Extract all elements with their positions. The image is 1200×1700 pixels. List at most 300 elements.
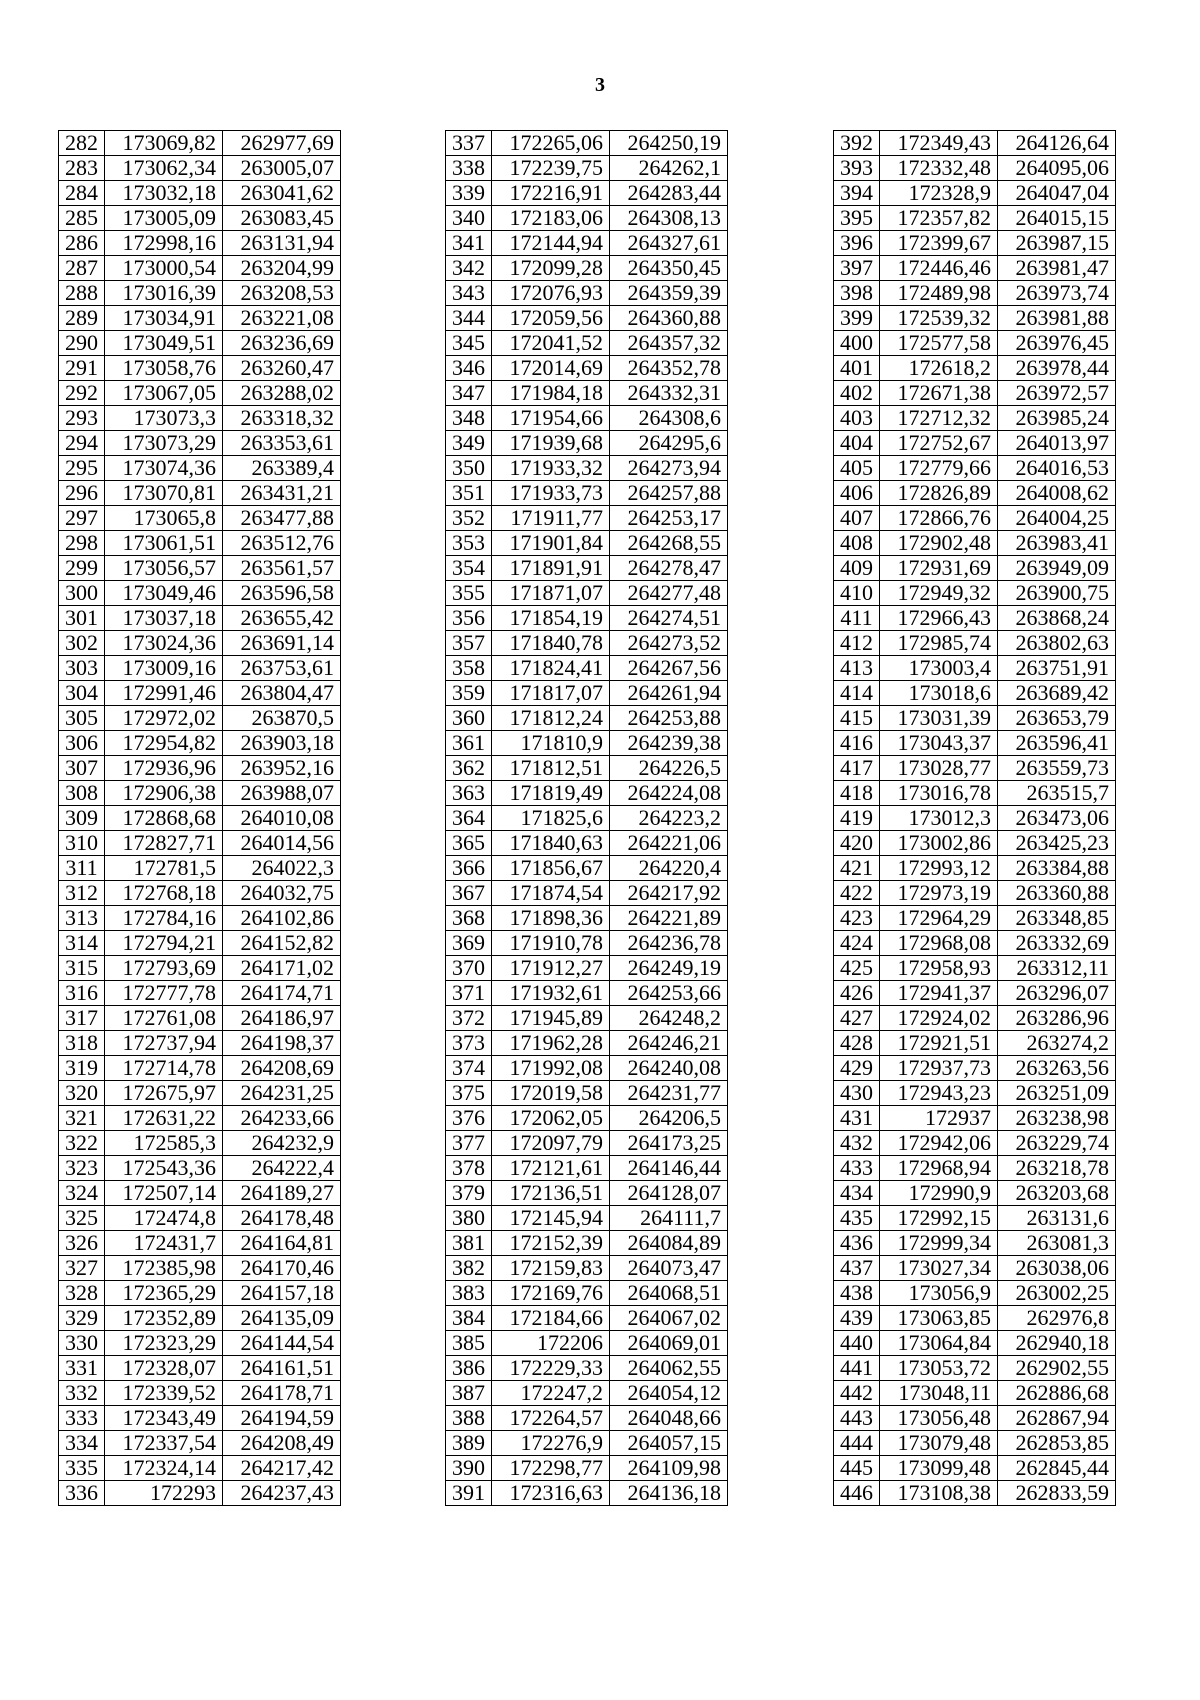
x-coordinate-cell: 172781,5 [105, 856, 223, 881]
y-coordinate-cell: 264249,19 [610, 956, 728, 981]
point-number-cell: 332 [59, 1381, 105, 1406]
y-coordinate-cell: 264109,98 [610, 1456, 728, 1481]
table-row [834, 756, 1116, 781]
y-coordinate-cell: 263203,68 [998, 1181, 1116, 1206]
table-row [834, 481, 1116, 506]
table-row [446, 981, 728, 1006]
point-number-cell: 380 [446, 1206, 492, 1231]
y-coordinate-cell: 263689,42 [998, 681, 1116, 706]
point-number-cell: 304 [59, 681, 105, 706]
x-coordinate-cell: 173024,36 [105, 631, 223, 656]
point-number-cell: 309 [59, 806, 105, 831]
y-coordinate-cell: 264359,39 [610, 281, 728, 306]
y-coordinate-cell: 263204,99 [223, 256, 341, 281]
table-row [446, 256, 728, 281]
y-coordinate-cell: 263353,61 [223, 431, 341, 456]
table-row [834, 806, 1116, 831]
x-coordinate-cell: 171945,89 [492, 1006, 610, 1031]
table-row [834, 681, 1116, 706]
x-coordinate-cell: 172737,94 [105, 1031, 223, 1056]
y-coordinate-cell: 264170,46 [223, 1256, 341, 1281]
y-coordinate-cell: 263804,47 [223, 681, 341, 706]
point-number-cell: 339 [446, 181, 492, 206]
y-coordinate-cell: 264240,08 [610, 1056, 728, 1081]
point-number-cell: 415 [834, 706, 880, 731]
point-number-cell: 391 [446, 1481, 492, 1506]
y-coordinate-cell: 263236,69 [223, 331, 341, 356]
point-number-cell: 335 [59, 1456, 105, 1481]
y-coordinate-cell: 264237,43 [223, 1481, 341, 1506]
point-number-cell: 300 [59, 581, 105, 606]
y-coordinate-cell: 263263,56 [998, 1056, 1116, 1081]
point-number-cell: 377 [446, 1131, 492, 1156]
table-row [446, 556, 728, 581]
table-row [59, 1481, 341, 1506]
table-row [59, 581, 341, 606]
x-coordinate-cell: 173073,29 [105, 431, 223, 456]
table-row [834, 956, 1116, 981]
point-number-cell: 369 [446, 931, 492, 956]
point-number-cell: 360 [446, 706, 492, 731]
table-row [59, 231, 341, 256]
table-row [834, 281, 1116, 306]
y-coordinate-cell: 263274,2 [998, 1031, 1116, 1056]
table-row [834, 1181, 1116, 1206]
point-number-cell: 416 [834, 731, 880, 756]
y-coordinate-cell: 264253,88 [610, 706, 728, 731]
table-row [59, 481, 341, 506]
point-number-cell: 392 [834, 131, 880, 156]
y-coordinate-cell: 264015,15 [998, 206, 1116, 231]
x-coordinate-cell: 172631,22 [105, 1106, 223, 1131]
point-number-cell: 341 [446, 231, 492, 256]
point-number-cell: 353 [446, 531, 492, 556]
y-coordinate-cell: 262845,44 [998, 1456, 1116, 1481]
point-number-cell: 446 [834, 1481, 880, 1506]
table-row [446, 431, 728, 456]
table-row [834, 1256, 1116, 1281]
x-coordinate-cell: 172019,58 [492, 1081, 610, 1106]
x-coordinate-cell: 173063,85 [880, 1306, 998, 1331]
table-row [834, 1231, 1116, 1256]
y-coordinate-cell: 264232,9 [223, 1131, 341, 1156]
table-row [59, 1406, 341, 1431]
y-coordinate-cell: 264253,17 [610, 506, 728, 531]
table-row [59, 1456, 341, 1481]
x-coordinate-cell: 172993,12 [880, 856, 998, 881]
point-number-cell: 419 [834, 806, 880, 831]
point-number-cell: 390 [446, 1456, 492, 1481]
y-coordinate-cell: 263949,09 [998, 556, 1116, 581]
x-coordinate-cell: 172902,48 [880, 531, 998, 556]
x-coordinate-cell: 172183,06 [492, 206, 610, 231]
y-coordinate-cell: 264360,88 [610, 306, 728, 331]
point-number-cell: 444 [834, 1431, 880, 1456]
point-number-cell: 436 [834, 1231, 880, 1256]
y-coordinate-cell: 264173,25 [610, 1131, 728, 1156]
point-number-cell: 366 [446, 856, 492, 881]
x-coordinate-cell: 172866,76 [880, 506, 998, 531]
y-coordinate-cell: 264236,78 [610, 931, 728, 956]
point-number-cell: 301 [59, 606, 105, 631]
x-coordinate-cell: 173034,91 [105, 306, 223, 331]
y-coordinate-cell: 264220,4 [610, 856, 728, 881]
table-row [446, 706, 728, 731]
x-coordinate-cell: 172446,46 [880, 256, 998, 281]
point-number-cell: 352 [446, 506, 492, 531]
y-coordinate-cell: 263286,96 [998, 1006, 1116, 1031]
y-coordinate-cell: 263229,74 [998, 1131, 1116, 1156]
y-coordinate-cell: 264308,13 [610, 206, 728, 231]
table-row [446, 331, 728, 356]
x-coordinate-cell: 172954,82 [105, 731, 223, 756]
y-coordinate-cell: 264186,97 [223, 1006, 341, 1031]
table-row [834, 1406, 1116, 1431]
y-coordinate-cell: 264267,56 [610, 656, 728, 681]
table-row [834, 1081, 1116, 1106]
y-coordinate-cell: 264178,48 [223, 1206, 341, 1231]
x-coordinate-cell: 172671,38 [880, 381, 998, 406]
x-coordinate-cell: 172761,08 [105, 1006, 223, 1031]
x-coordinate-cell: 172264,57 [492, 1406, 610, 1431]
table-row [446, 1106, 728, 1131]
table-row [446, 531, 728, 556]
x-coordinate-cell: 173056,57 [105, 556, 223, 581]
x-coordinate-cell: 172966,43 [880, 606, 998, 631]
table-row [446, 1006, 728, 1031]
table-row [834, 906, 1116, 931]
table-row [59, 1056, 341, 1081]
y-coordinate-cell: 263870,5 [223, 706, 341, 731]
point-number-cell: 406 [834, 481, 880, 506]
point-number-cell: 311 [59, 856, 105, 881]
point-number-cell: 388 [446, 1406, 492, 1431]
y-coordinate-cell: 264032,75 [223, 881, 341, 906]
point-number-cell: 397 [834, 256, 880, 281]
point-number-cell: 429 [834, 1056, 880, 1081]
point-number-cell: 373 [446, 1031, 492, 1056]
y-coordinate-cell: 263753,61 [223, 656, 341, 681]
point-number-cell: 363 [446, 781, 492, 806]
x-coordinate-cell: 172265,06 [492, 131, 610, 156]
x-coordinate-cell: 172298,77 [492, 1456, 610, 1481]
y-coordinate-cell: 264250,19 [610, 131, 728, 156]
y-coordinate-cell: 263041,62 [223, 181, 341, 206]
coordinate-table-2 [445, 130, 728, 1506]
point-number-cell: 424 [834, 931, 880, 956]
x-coordinate-cell: 172507,14 [105, 1181, 223, 1206]
x-coordinate-cell: 173056,9 [880, 1281, 998, 1306]
y-coordinate-cell: 264008,62 [998, 481, 1116, 506]
point-number-cell: 334 [59, 1431, 105, 1456]
point-number-cell: 357 [446, 631, 492, 656]
y-coordinate-cell: 263389,4 [223, 456, 341, 481]
x-coordinate-cell: 173028,77 [880, 756, 998, 781]
table-row [446, 781, 728, 806]
point-number-cell: 296 [59, 481, 105, 506]
x-coordinate-cell: 172714,78 [105, 1056, 223, 1081]
table-row [446, 681, 728, 706]
point-number-cell: 423 [834, 906, 880, 931]
table-row [59, 506, 341, 531]
table-row [446, 1156, 728, 1181]
table-row [446, 1381, 728, 1406]
table-row [59, 356, 341, 381]
point-number-cell: 294 [59, 431, 105, 456]
table-row [834, 206, 1116, 231]
x-coordinate-cell: 171825,6 [492, 806, 610, 831]
point-number-cell: 385 [446, 1331, 492, 1356]
point-number-cell: 399 [834, 306, 880, 331]
point-number-cell: 378 [446, 1156, 492, 1181]
y-coordinate-cell: 263360,88 [998, 881, 1116, 906]
x-coordinate-cell: 171871,07 [492, 581, 610, 606]
table-row [834, 1006, 1116, 1031]
table-row [834, 1306, 1116, 1331]
table-row [446, 1306, 728, 1331]
y-coordinate-cell: 262853,85 [998, 1431, 1116, 1456]
point-number-cell: 409 [834, 556, 880, 581]
table-row [59, 1106, 341, 1131]
x-coordinate-cell: 172239,75 [492, 156, 610, 181]
point-number-cell: 426 [834, 981, 880, 1006]
x-coordinate-cell: 173037,18 [105, 606, 223, 631]
x-coordinate-cell: 173016,78 [880, 781, 998, 806]
table-row [59, 131, 341, 156]
point-number-cell: 427 [834, 1006, 880, 1031]
table-row [446, 1281, 728, 1306]
y-coordinate-cell: 263515,7 [998, 781, 1116, 806]
table-row [59, 806, 341, 831]
point-number-cell: 379 [446, 1181, 492, 1206]
point-number-cell: 368 [446, 906, 492, 931]
table-row [834, 156, 1116, 181]
y-coordinate-cell: 264226,5 [610, 756, 728, 781]
table-row [59, 456, 341, 481]
table-row [834, 506, 1116, 531]
table-row [834, 981, 1116, 1006]
point-number-cell: 321 [59, 1106, 105, 1131]
point-number-cell: 403 [834, 406, 880, 431]
y-coordinate-cell: 264135,09 [223, 1306, 341, 1331]
x-coordinate-cell: 172144,94 [492, 231, 610, 256]
point-number-cell: 324 [59, 1181, 105, 1206]
y-coordinate-cell: 263512,76 [223, 531, 341, 556]
y-coordinate-cell: 264004,25 [998, 506, 1116, 531]
point-number-cell: 365 [446, 831, 492, 856]
x-coordinate-cell: 173027,34 [880, 1256, 998, 1281]
x-coordinate-cell: 172794,21 [105, 931, 223, 956]
y-coordinate-cell: 264253,66 [610, 981, 728, 1006]
table-row [59, 431, 341, 456]
point-number-cell: 354 [446, 556, 492, 581]
table-row [834, 1106, 1116, 1131]
table-row [59, 256, 341, 281]
point-number-cell: 421 [834, 856, 880, 881]
x-coordinate-cell: 172293 [105, 1481, 223, 1506]
table-row [59, 181, 341, 206]
y-coordinate-cell: 262902,55 [998, 1356, 1116, 1381]
x-coordinate-cell: 173079,48 [880, 1431, 998, 1456]
x-coordinate-cell: 172868,68 [105, 806, 223, 831]
point-number-cell: 292 [59, 381, 105, 406]
table-row [59, 1131, 341, 1156]
table-row [446, 1056, 728, 1081]
x-coordinate-cell: 173064,84 [880, 1331, 998, 1356]
table-row [446, 406, 728, 431]
x-coordinate-cell: 172349,43 [880, 131, 998, 156]
y-coordinate-cell: 263208,53 [223, 281, 341, 306]
x-coordinate-cell: 171810,9 [492, 731, 610, 756]
table-row [59, 1081, 341, 1106]
x-coordinate-cell: 171856,67 [492, 856, 610, 881]
point-number-cell: 347 [446, 381, 492, 406]
y-coordinate-cell: 264198,37 [223, 1031, 341, 1056]
table-row [446, 656, 728, 681]
y-coordinate-cell: 263131,6 [998, 1206, 1116, 1231]
y-coordinate-cell: 263221,08 [223, 306, 341, 331]
y-coordinate-cell: 263251,09 [998, 1081, 1116, 1106]
y-coordinate-cell: 263952,16 [223, 756, 341, 781]
y-coordinate-cell: 264217,42 [223, 1456, 341, 1481]
y-coordinate-cell: 264221,89 [610, 906, 728, 931]
point-number-cell: 371 [446, 981, 492, 1006]
table-row [446, 1331, 728, 1356]
table-row [59, 381, 341, 406]
y-coordinate-cell: 264084,89 [610, 1231, 728, 1256]
x-coordinate-cell: 172964,29 [880, 906, 998, 931]
x-coordinate-cell: 172618,2 [880, 356, 998, 381]
y-coordinate-cell: 263985,24 [998, 406, 1116, 431]
y-coordinate-cell: 264206,5 [610, 1106, 728, 1131]
point-number-cell: 283 [59, 156, 105, 181]
y-coordinate-cell: 264111,7 [610, 1206, 728, 1231]
point-number-cell: 402 [834, 381, 880, 406]
point-number-cell: 395 [834, 206, 880, 231]
point-number-cell: 364 [446, 806, 492, 831]
x-coordinate-cell: 172992,15 [880, 1206, 998, 1231]
x-coordinate-cell: 171962,28 [492, 1031, 610, 1056]
table-row [59, 656, 341, 681]
x-coordinate-cell: 172906,38 [105, 781, 223, 806]
point-number-cell: 298 [59, 531, 105, 556]
table-row [59, 1431, 341, 1456]
table-row [59, 1031, 341, 1056]
table-row [446, 606, 728, 631]
y-coordinate-cell: 263981,47 [998, 256, 1116, 281]
y-coordinate-cell: 264217,92 [610, 881, 728, 906]
table-row [446, 131, 728, 156]
y-coordinate-cell: 263312,11 [998, 956, 1116, 981]
x-coordinate-cell: 171954,66 [492, 406, 610, 431]
x-coordinate-cell: 172793,69 [105, 956, 223, 981]
table-row [834, 1056, 1116, 1081]
x-coordinate-cell: 172543,36 [105, 1156, 223, 1181]
table-row [59, 906, 341, 931]
table-row [446, 1131, 728, 1156]
table-row [834, 406, 1116, 431]
x-coordinate-cell: 171840,63 [492, 831, 610, 856]
x-coordinate-cell: 172784,16 [105, 906, 223, 931]
table-row [59, 1306, 341, 1331]
x-coordinate-cell: 173053,72 [880, 1356, 998, 1381]
point-number-cell: 308 [59, 781, 105, 806]
table-row [834, 781, 1116, 806]
y-coordinate-cell: 263038,06 [998, 1256, 1116, 1281]
point-number-cell: 384 [446, 1306, 492, 1331]
table-row [59, 1331, 341, 1356]
point-number-cell: 411 [834, 606, 880, 631]
x-coordinate-cell: 172343,49 [105, 1406, 223, 1431]
y-coordinate-cell: 262867,94 [998, 1406, 1116, 1431]
table-row [834, 656, 1116, 681]
x-coordinate-cell: 171992,08 [492, 1056, 610, 1081]
y-coordinate-cell: 264128,07 [610, 1181, 728, 1206]
x-coordinate-cell: 172385,98 [105, 1256, 223, 1281]
point-number-cell: 342 [446, 256, 492, 281]
table-row [446, 481, 728, 506]
y-coordinate-cell: 264144,54 [223, 1331, 341, 1356]
x-coordinate-cell: 172276,9 [492, 1431, 610, 1456]
x-coordinate-cell: 173065,8 [105, 506, 223, 531]
y-coordinate-cell: 264357,32 [610, 331, 728, 356]
y-coordinate-cell: 264062,55 [610, 1356, 728, 1381]
x-coordinate-cell: 172431,7 [105, 1231, 223, 1256]
y-coordinate-cell: 263802,63 [998, 631, 1116, 656]
table-row [446, 381, 728, 406]
y-coordinate-cell: 263477,88 [223, 506, 341, 531]
point-number-cell: 439 [834, 1306, 880, 1331]
y-coordinate-cell: 264332,31 [610, 381, 728, 406]
x-coordinate-cell: 172247,2 [492, 1381, 610, 1406]
table-row [834, 1481, 1116, 1506]
point-number-cell: 336 [59, 1481, 105, 1506]
y-coordinate-cell: 263238,98 [998, 1106, 1116, 1131]
point-number-cell: 337 [446, 131, 492, 156]
y-coordinate-cell: 264268,55 [610, 531, 728, 556]
y-coordinate-cell: 263431,21 [223, 481, 341, 506]
point-number-cell: 340 [446, 206, 492, 231]
table-row [59, 331, 341, 356]
y-coordinate-cell: 263348,85 [998, 906, 1116, 931]
y-coordinate-cell: 263691,14 [223, 631, 341, 656]
x-coordinate-cell: 172099,28 [492, 256, 610, 281]
x-coordinate-cell: 172941,37 [880, 981, 998, 1006]
point-number-cell: 374 [446, 1056, 492, 1081]
x-coordinate-cell: 173005,09 [105, 206, 223, 231]
x-coordinate-cell: 171933,73 [492, 481, 610, 506]
table-row [834, 306, 1116, 331]
table-row [59, 1206, 341, 1231]
point-number-cell: 418 [834, 781, 880, 806]
x-coordinate-cell: 172779,66 [880, 456, 998, 481]
x-coordinate-cell: 172365,29 [105, 1281, 223, 1306]
y-coordinate-cell: 264067,02 [610, 1306, 728, 1331]
point-number-cell: 316 [59, 981, 105, 1006]
x-coordinate-cell: 173043,37 [880, 731, 998, 756]
y-coordinate-cell: 263561,57 [223, 556, 341, 581]
x-coordinate-cell: 173002,86 [880, 831, 998, 856]
x-coordinate-cell: 172229,33 [492, 1356, 610, 1381]
table-row [59, 706, 341, 731]
coordinate-table-1 [58, 130, 341, 1506]
table-row [59, 406, 341, 431]
point-number-cell: 433 [834, 1156, 880, 1181]
y-coordinate-cell: 263653,79 [998, 706, 1116, 731]
table-row [834, 131, 1116, 156]
point-number-cell: 322 [59, 1131, 105, 1156]
x-coordinate-cell: 173009,16 [105, 656, 223, 681]
